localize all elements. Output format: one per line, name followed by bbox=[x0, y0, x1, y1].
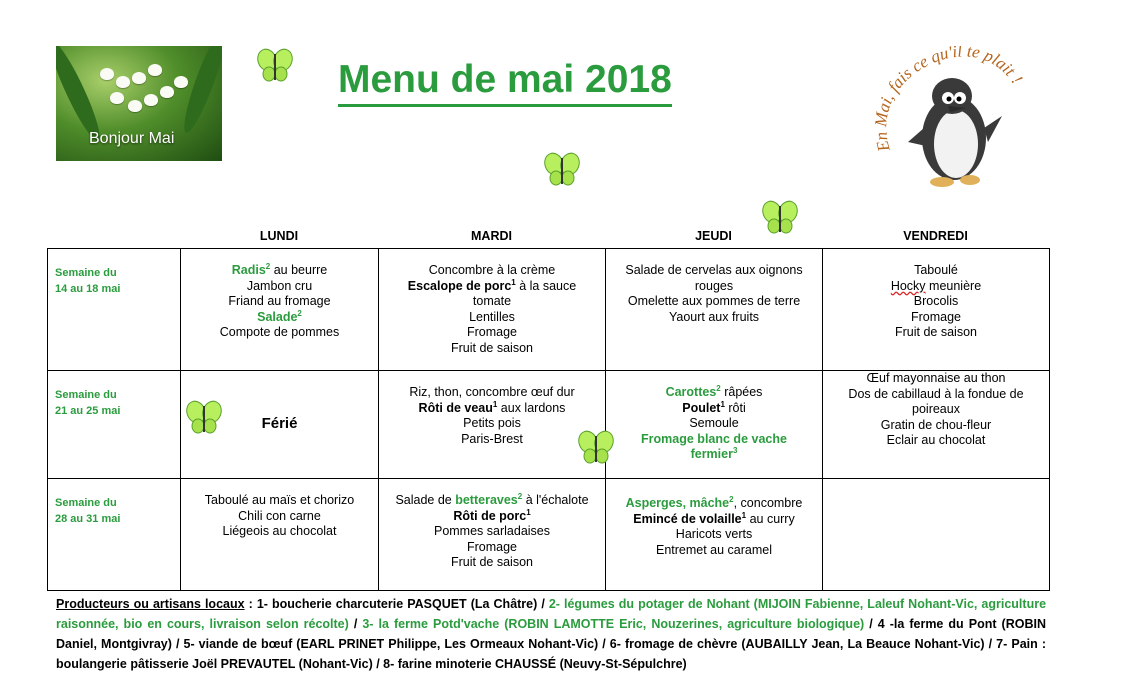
menu-item: Entremet au caramel bbox=[655, 542, 773, 557]
week-label bbox=[48, 249, 181, 371]
producer-ref: 1 bbox=[741, 510, 747, 520]
menu-cell-jeudi bbox=[606, 249, 823, 371]
menu-item: Fruit de saison bbox=[451, 340, 533, 355]
menu-item: Jambon cru bbox=[246, 278, 313, 293]
menu-item: Fromage bbox=[466, 539, 518, 554]
producer-entry: 3- la ferme Potd'vache (ROBIN LAMOTTE Eric, Nouzerines, agriculture biologique) bbox=[362, 617, 865, 631]
photo-caption: Bonjour Mai bbox=[89, 130, 175, 147]
menu-cell-jeudi bbox=[606, 371, 823, 479]
menu-item: Fruit de saison bbox=[451, 555, 533, 569]
menu-item: Brocolis bbox=[913, 294, 959, 308]
week-label-dates: 14 au 18 mai bbox=[55, 283, 121, 295]
menu-item: meunière bbox=[925, 278, 982, 293]
day-header-lundi: LUNDI bbox=[259, 229, 299, 243]
producer-entry: 1- boucherie charcuterie PASQUET (La Châtre) / bbox=[256, 597, 549, 611]
menu-item: Lentilles bbox=[469, 309, 515, 324]
day-header-jeudi: JEUDI bbox=[695, 229, 732, 243]
day-header-mardi: MARDI bbox=[471, 229, 512, 243]
menu-cell-vendredi bbox=[823, 249, 1050, 371]
producer-ref: 2 bbox=[265, 261, 271, 271]
lily-bell bbox=[100, 68, 114, 80]
menu-item: Salade bbox=[257, 309, 298, 324]
producer-entry: / 4 -la ferme du Pont (ROBIN Daniel, Montgivray) / 5- viande de bœuf (EARL PRINET Philippe, Les Ormeaux Nohant-Vic) / 6- fromage de chèvre (AUBAILLY Jean, La Beauce Nohant-Vic) / 7- Pain : boulangerie pâtisserie Joël PREVAUTEL (Nohant-Vic) / 8- farine minoterie CHAUSSÉ (Neuvy-St-Sépulchre) bbox=[56, 617, 1046, 671]
lily-bell bbox=[132, 72, 146, 84]
producers-heading: Producteurs ou artisans locaux bbox=[56, 597, 245, 611]
menu-item: Poulet bbox=[682, 400, 721, 415]
menu-item: Fruit de saison bbox=[895, 325, 977, 339]
page-title: Menu de mai 2018 bbox=[338, 58, 672, 107]
menu-item: tomate bbox=[472, 294, 512, 308]
menu-cell-vendredi-empty bbox=[823, 479, 1050, 591]
week-label-line: Semaine du bbox=[55, 267, 117, 279]
butterfly-icon bbox=[255, 46, 295, 86]
butterfly-icon bbox=[184, 398, 224, 438]
menu-item: Carottes bbox=[665, 385, 717, 399]
menu-item: Friand au fromage bbox=[228, 294, 331, 308]
menu-item: Fromage bbox=[466, 325, 518, 339]
menu-item: Omelette aux pommes de terre bbox=[627, 294, 801, 308]
menu-item: Œuf mayonnaise au thon bbox=[866, 371, 1006, 385]
menu-item: Escalope de porc bbox=[407, 278, 512, 293]
penguin-illustration bbox=[868, 46, 1038, 196]
menu-item: rôti bbox=[724, 400, 746, 415]
menu-item: à la sauce bbox=[515, 278, 577, 293]
week-label-line: Semaine du bbox=[55, 389, 117, 401]
menu-item: Rôti de veau bbox=[418, 400, 493, 415]
menu-item: Taboulé au maïs et chorizo bbox=[204, 493, 355, 507]
producer-ref: 1 bbox=[526, 507, 531, 517]
menu-item: fermier bbox=[690, 447, 733, 461]
lily-bell bbox=[148, 64, 162, 76]
producer-separator: / bbox=[348, 617, 363, 631]
lily-of-the-valley-photo bbox=[56, 46, 222, 161]
menu-item: Gratin de chou-fleur bbox=[880, 417, 992, 432]
menu-item: Radis bbox=[231, 263, 266, 277]
producer-ref: 2 bbox=[297, 308, 302, 318]
leaf-shape bbox=[178, 46, 222, 136]
menu-cell-vendredi bbox=[823, 371, 1050, 479]
lily-bell bbox=[174, 76, 188, 88]
menu-item: aux lardons bbox=[497, 400, 566, 415]
menu-item: Paris-Brest bbox=[461, 431, 523, 446]
menu-cell-jeudi bbox=[606, 479, 823, 591]
day-header-vendredi: VENDREDI bbox=[903, 229, 968, 243]
producers-footnote bbox=[56, 594, 1046, 674]
producers-colon: : bbox=[244, 597, 257, 611]
menu-item: Asperges, mâche bbox=[625, 496, 730, 510]
menu-item: Riz, thon, concombre œuf dur bbox=[409, 385, 575, 399]
menu-cell-mardi bbox=[379, 479, 606, 591]
menu-cell-mardi bbox=[379, 371, 606, 479]
butterfly-icon bbox=[542, 150, 582, 190]
table-row-week-3 bbox=[48, 479, 1050, 591]
table-row-week-1 bbox=[48, 249, 1050, 371]
menu-item: Salade de cervelas aux oignons bbox=[625, 263, 803, 277]
menu-item: betteraves bbox=[455, 493, 518, 507]
penguin-slogan: En Mai, fais ce qu'il te plait ! bbox=[871, 46, 1027, 154]
menu-item: râpées bbox=[720, 385, 763, 399]
menu-item: à l'échalote bbox=[522, 493, 589, 507]
lily-bell bbox=[144, 94, 158, 106]
producer-ref: 2 bbox=[517, 491, 523, 501]
holiday-label: Férié bbox=[261, 415, 298, 433]
producer-ref: 2 bbox=[716, 383, 721, 393]
menu-item: Yaourt aux fruits bbox=[668, 309, 760, 324]
lily-bell bbox=[160, 86, 174, 98]
menu-item: Petits pois bbox=[463, 416, 521, 430]
week-label-line: Semaine du bbox=[55, 497, 117, 509]
menu-item: Taboulé bbox=[914, 263, 958, 277]
producer-ref: 1 bbox=[720, 399, 725, 409]
menu-cell-lundi bbox=[181, 479, 379, 591]
menu-item: au beurre bbox=[270, 263, 328, 277]
menu-item: Dos de cabillaud à la fondue de bbox=[848, 386, 1024, 401]
menu-item: Fromage bbox=[910, 309, 962, 324]
menu-item: rouges bbox=[694, 278, 734, 293]
week-label bbox=[48, 371, 181, 479]
menu-item: Concombre à la crème bbox=[428, 263, 556, 277]
menu-cell-lundi bbox=[181, 249, 379, 371]
butterfly-icon bbox=[576, 428, 616, 468]
menu-item: Chili con carne bbox=[238, 508, 321, 523]
producer-ref: 2 bbox=[729, 494, 734, 504]
producer-entry: 2- légumes du potager de Nohant (MIJOIN Fabienne, Laleuf Nohant-Vic, agriculture raisonnée, bio en cours, livraison selon récolte) bbox=[56, 597, 1047, 631]
menu-item: Compote de pommes bbox=[219, 325, 340, 339]
producer-ref: 3 bbox=[732, 445, 738, 455]
menu-item: Haricots verts bbox=[675, 527, 753, 541]
lily-bell bbox=[110, 92, 124, 104]
menu-item: , concombre bbox=[733, 496, 803, 510]
week-label-dates: 21 au 25 mai bbox=[55, 405, 121, 417]
week-label-dates: 28 au 31 mai bbox=[55, 513, 121, 525]
producer-ref: 1 bbox=[511, 277, 516, 287]
menu-item: Semoule bbox=[689, 416, 739, 430]
menu-item: Liégeois au chocolat bbox=[222, 524, 337, 538]
menu-item: Emincé de volaille bbox=[633, 511, 742, 526]
week-label bbox=[48, 479, 181, 591]
menu-item: Fromage blanc de vache bbox=[641, 431, 787, 446]
menu-cell-mardi bbox=[379, 249, 606, 371]
lily-bell bbox=[116, 76, 130, 88]
menu-item: Hocky bbox=[890, 278, 926, 293]
menu-item: poireaux bbox=[912, 402, 960, 416]
penguin-svg bbox=[868, 46, 1038, 196]
menu-item: au curry bbox=[746, 511, 795, 526]
menu-item: Salade de bbox=[395, 493, 456, 507]
menu-item: Pommes sarladaises bbox=[433, 524, 550, 538]
producer-ref: 1 bbox=[492, 399, 498, 409]
menu-item: Rôti de porc bbox=[453, 508, 527, 523]
menu-item: Eclair au chocolat bbox=[886, 433, 986, 447]
lily-bell bbox=[128, 100, 142, 112]
